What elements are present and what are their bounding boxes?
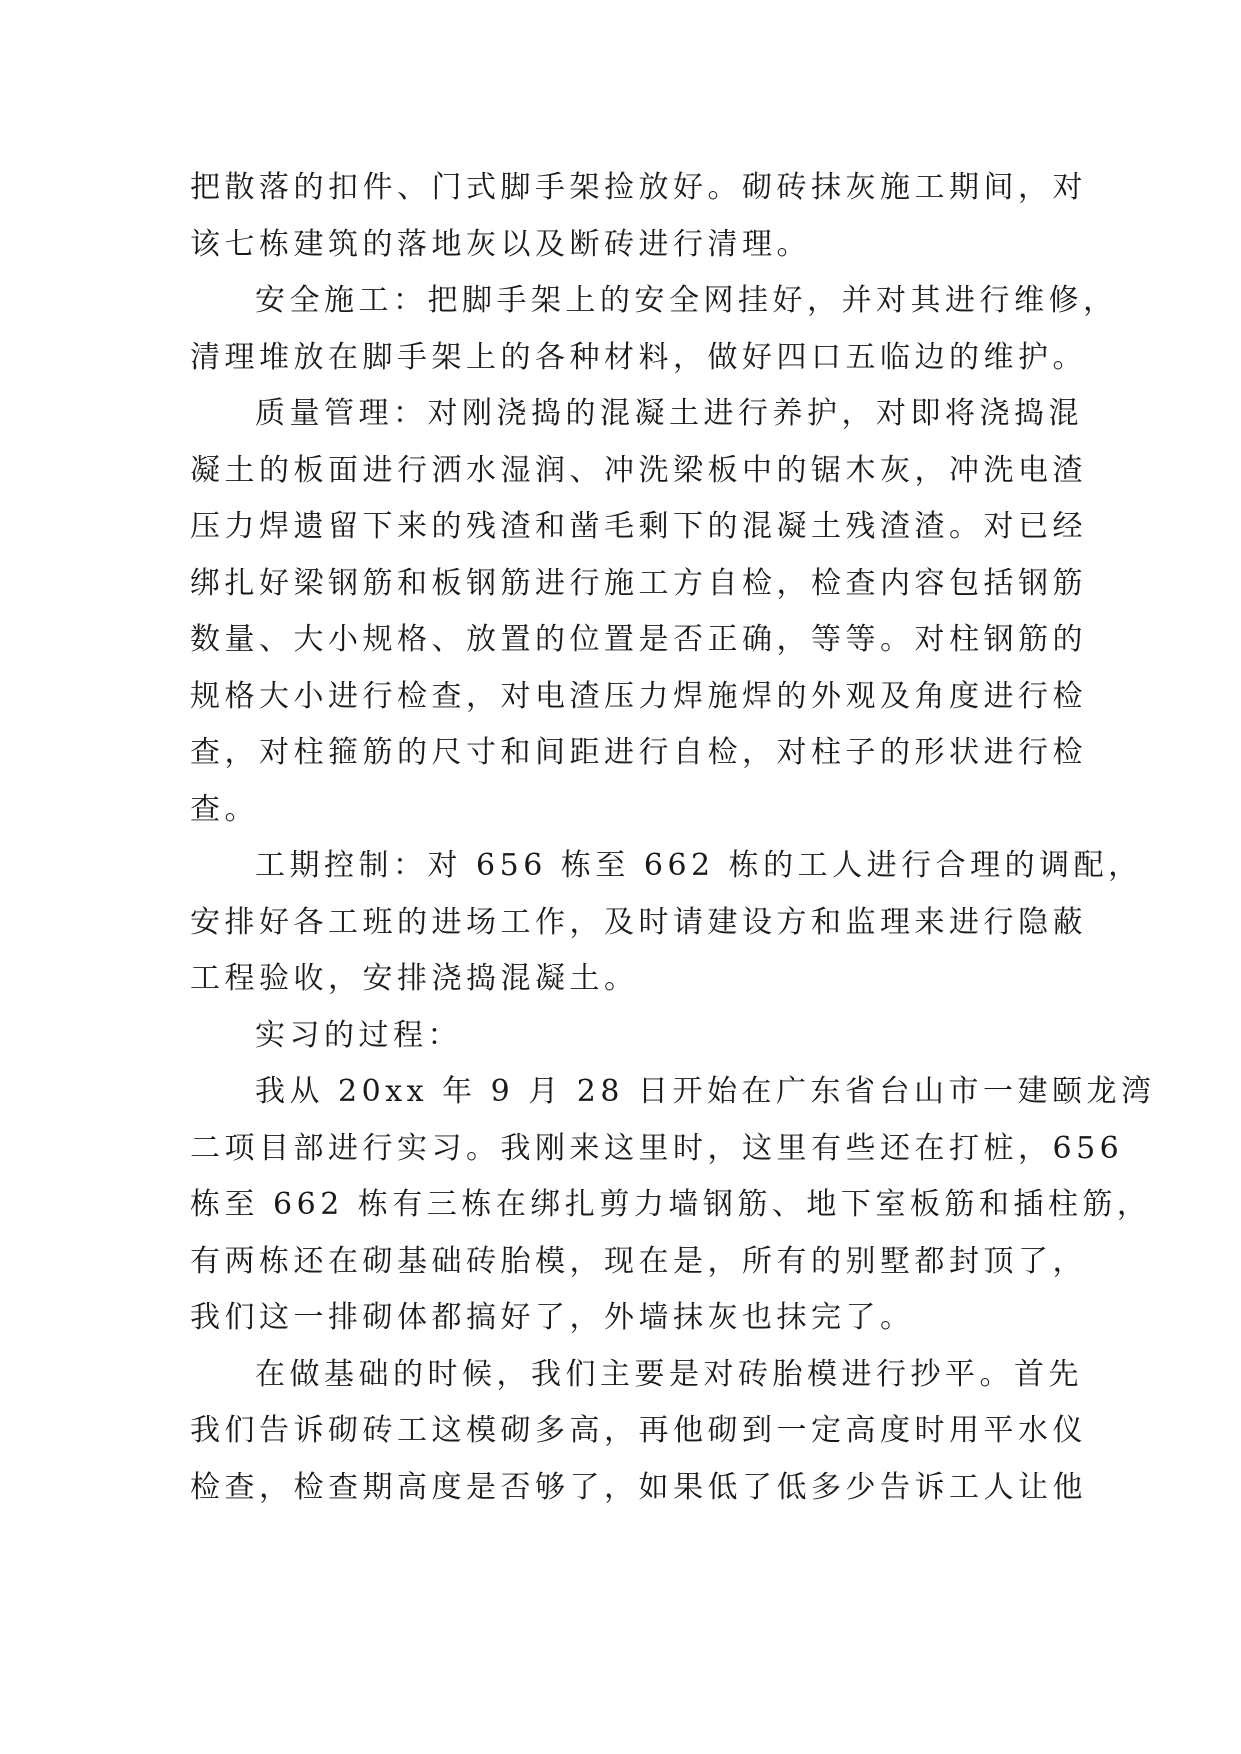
text-line: 查。 (190, 791, 259, 827)
section-heading-internship-process: 实习的过程： (255, 1017, 462, 1053)
text-line: 规格大小进行检查，对电渣压力焊施焊的外观及角度进行检 (190, 678, 1087, 714)
text-line: 我们告诉砌砖工这模砌多高，再他砌到一定高度时用平水仪 (190, 1413, 1087, 1448)
text-line: 压力焊遗留下来的残渣和凿毛剩下的混凝土残渣渣。对已经 (190, 509, 1087, 544)
text-line: 二项目部进行实习。我刚来这里时，这里有些还在打桩，656 (190, 1130, 1124, 1166)
text-line: 有两栋还在砌基础砖胎模，现在是，所有的别墅都封顶了， (190, 1243, 1087, 1279)
text-line: 该七栋建筑的落地灰以及断砖进行清理。 (190, 226, 811, 262)
text-line: 查，对柱箍筋的尺寸和间距进行自检，对柱子的形状进行检 (190, 735, 1087, 770)
document-body (190, 160, 1156, 1516)
paragraph-start-foundation: 在做基础的时候，我们主要是对砖胎模进行抄平。首先 (255, 1356, 1083, 1392)
text-line: 我们这一排砌体都搞好了，外墙抹灰也抹完了。 (190, 1300, 915, 1335)
text-line: 栋至 662 栋有三栋在绑扎剪力墙钢筋、地下室板筋和插柱筋， (190, 1187, 1152, 1222)
text-line: 检查，检查期高度是否够了，如果低了低多少告诉工人让他 (190, 1469, 1087, 1505)
text-line: 工程验收，安排浇捣混凝土。 (190, 961, 639, 996)
paragraph-start-safety: 安全施工：把脚手架上的安全网挂好，并对其进行维修， (255, 283, 1118, 318)
text-line: 安排好各工班的进场工作，及时请建设方和监理来进行隐蔽 (190, 904, 1087, 940)
text-line: 凝土的板面进行洒水湿润、冲洗梁板中的锯木灰，冲洗电渣 (190, 452, 1087, 488)
text-line: 绑扎好梁钢筋和板钢筋进行施工方自检，检查内容包括钢筋 (190, 565, 1087, 601)
text-line: 把散落的扣件、门式脚手架捡放好。砌砖抹灰施工期间，对 (190, 170, 1087, 205)
text-line: 清理堆放在脚手架上的各种材料，做好四口五临边的维护。 (190, 339, 1087, 375)
paragraph-start-schedule: 工期控制：对 656 栋至 662 栋的工人进行合理的调配， (255, 848, 1143, 883)
paragraph-start-quality: 质量管理：对刚浇捣的混凝土进行养护，对即将浇捣混 (255, 396, 1083, 431)
paragraph-start-internship: 我从 20xx 年 9 月 28 日开始在广东省台山市一建颐龙湾 (255, 1074, 1156, 1109)
text-line: 数量、大小规格、放置的位置是否正确，等等。对柱钢筋的 (190, 622, 1087, 657)
